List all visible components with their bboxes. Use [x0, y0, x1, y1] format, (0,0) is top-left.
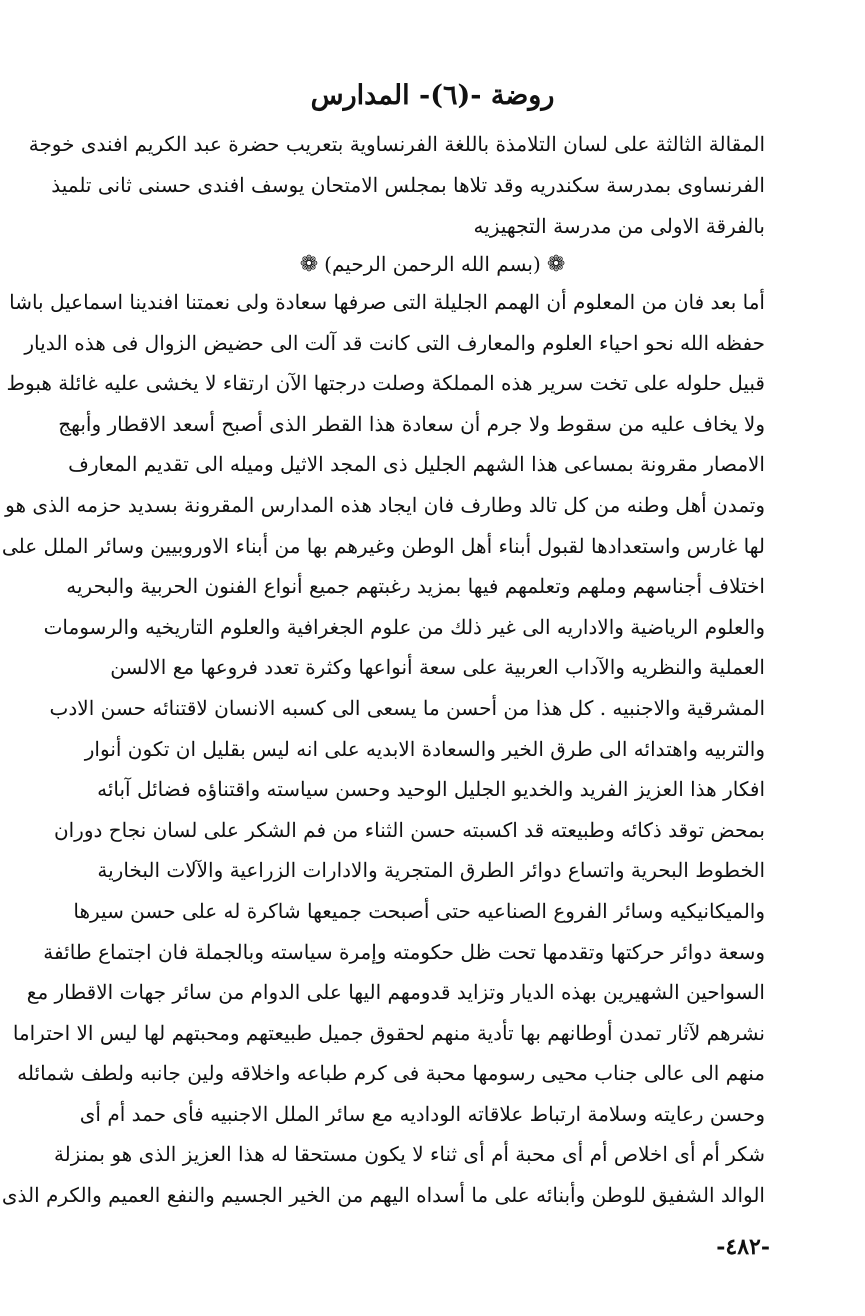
body-line: العملية والنظريه والآداب العربية على سعة أنواعها وكثرة تعدد فروعها مع الالسن	[110, 655, 765, 680]
body-line: أما بعد فان من المعلوم أن الهمم الجليلة التى صرفها سعادة ولى نعمتنا افندينا اسماعيل باشا	[9, 290, 765, 314]
body-line: والميكانيكيه وسائر الفروع الصناعيه حتى أصبحت جميعها شاكرة له على حسن سيرها	[73, 898, 765, 923]
ornament-icon: ❁	[299, 252, 319, 277]
basmala-text: بسم الله الرحمن الرحيم	[331, 252, 533, 276]
body-line: بمحض توقد ذكائه وطبيعته قد اكسبته حسن الثناء من فم الشكر على لسان نجاح دوران	[53, 817, 765, 842]
intro-paragraph	[28, 124, 765, 247]
body-line: وحسن رعايته وسلامة ارتباط علاقاته الوداديه مع سائر الملل الاجنبيه فأى حمد أم أى	[79, 1101, 765, 1126]
body-line: افكار هذا العزيز الفريد والخديو الجليل الوحيد وحسن سياسته واقتناؤه فضائل آبائه	[97, 777, 765, 802]
body-line: شكر أم أى اخلاص أم أى محبة أم أى ثناء لا يكون مستحقا له هذا العزيز الذى هو بمنزلة	[53, 1142, 765, 1167]
body-line: قبيل حلوله على تخت سرير هذه المملكة وصلت درجتها الآن ارتقاء لا يخشى عليه غائلة هبوط	[6, 371, 765, 396]
body-line: وتمدن أهل وطنه من كل تالد وطارف فان ايجاد هذه المدارس المقرونة بسديد حزمه الذى هو	[5, 492, 765, 517]
page-number: -٤٨٢-	[716, 1234, 770, 1260]
basmala-heading: ❁(بسم الله الرحمن الرحيم)❁	[100, 246, 765, 283]
body-line: والتربيه واهتدائه الى طرق الخير والسعادة الابديه على انه ليس بقليل ان تكون أنوار	[84, 736, 765, 761]
body-text	[1, 282, 765, 1216]
body-line: السواحين الشهيرين بهذه الديار وتزايد قدومهم اليها على الدوام من سائر جهات الاقطار مع	[26, 980, 765, 1005]
body-line: نشرهم لآثار تمدن أوطانهم بها تأدية منهم لحقوق جميل طبيعتهم ومحبتهم لها ليس الا احتراما	[12, 1020, 765, 1045]
body-line: الوالد الشفيق للوطن وأبنائه على ما أسداه اليهم من الخير الجسيم والنفع العميم والكرم الذى	[1, 1183, 765, 1208]
body-line: وسعة دوائر حركتها وتقدمها تحت ظل حكومته وإمرة سياسته وبالجملة فان اجتماع طائفة	[43, 939, 765, 964]
intro-line: المقالة الثالثة على لسان التلامذة باللغة الفرنساوية بتعريب حضرة عبد الكريم افندى خوجة	[28, 132, 765, 156]
body-line: حفظه الله نحو احياء العلوم والمعارف التى كانت قد آلت الى حضيض الزوال فى هذه الديار	[24, 330, 765, 355]
ornament-icon: ❁	[546, 252, 566, 277]
body-line: الامصار مقرونة بمساعى هذا الشهم الجليل ذى المجد الاثيل وميله الى تقديم المعارف	[68, 452, 765, 477]
body-line: لها غارس واستعدادها لقبول أبناء أهل الوطن وغيرهم بها من أبناء الاوروبيين وسائر الملل على	[1, 533, 765, 558]
body-line: منهم الى عالى جناب محيى رسومها محبة فى كرم طباعه واخلاقه ولين جانبه ولطف شمائله	[17, 1061, 765, 1086]
intro-line: بالفرقة الاولى من مدرسة التجهيزيه	[473, 214, 765, 238]
intro-line: الفرنساوى بمدرسة سكندريه وقد تلاها بمجلس الامتحان يوسف افندى حسنى ثانى تلميذ	[51, 173, 765, 197]
body-line: اختلاف أجناسهم وملهم وتعلمهم فيها بمزيد رغبتهم جميع أنواع الفنون الحربية والبحريه	[66, 574, 765, 599]
body-line: الخطوط البحرية واتساع دوائر الطرق المتجرية والادارات الزراعية والآلات البخارية	[97, 858, 765, 883]
body-line: ولا يخاف عليه من سقوط ولا جرم أن سعادة هذا القطر الذى أصبح أسعد الاقطار وأبهج	[58, 411, 765, 436]
body-line: المشرقية والاجنبيه . كل هذا من أحسن ما يسعى الى كسبه الانسان لاقتنائه حسن الادب	[49, 695, 765, 720]
page-title: روضة -(٦)- المدارس	[310, 80, 555, 111]
body-line: والعلوم الرياضية والاداريه الى غير ذلك من علوم الجغرافية والعلوم التاريخيه والرسومات	[43, 614, 765, 639]
